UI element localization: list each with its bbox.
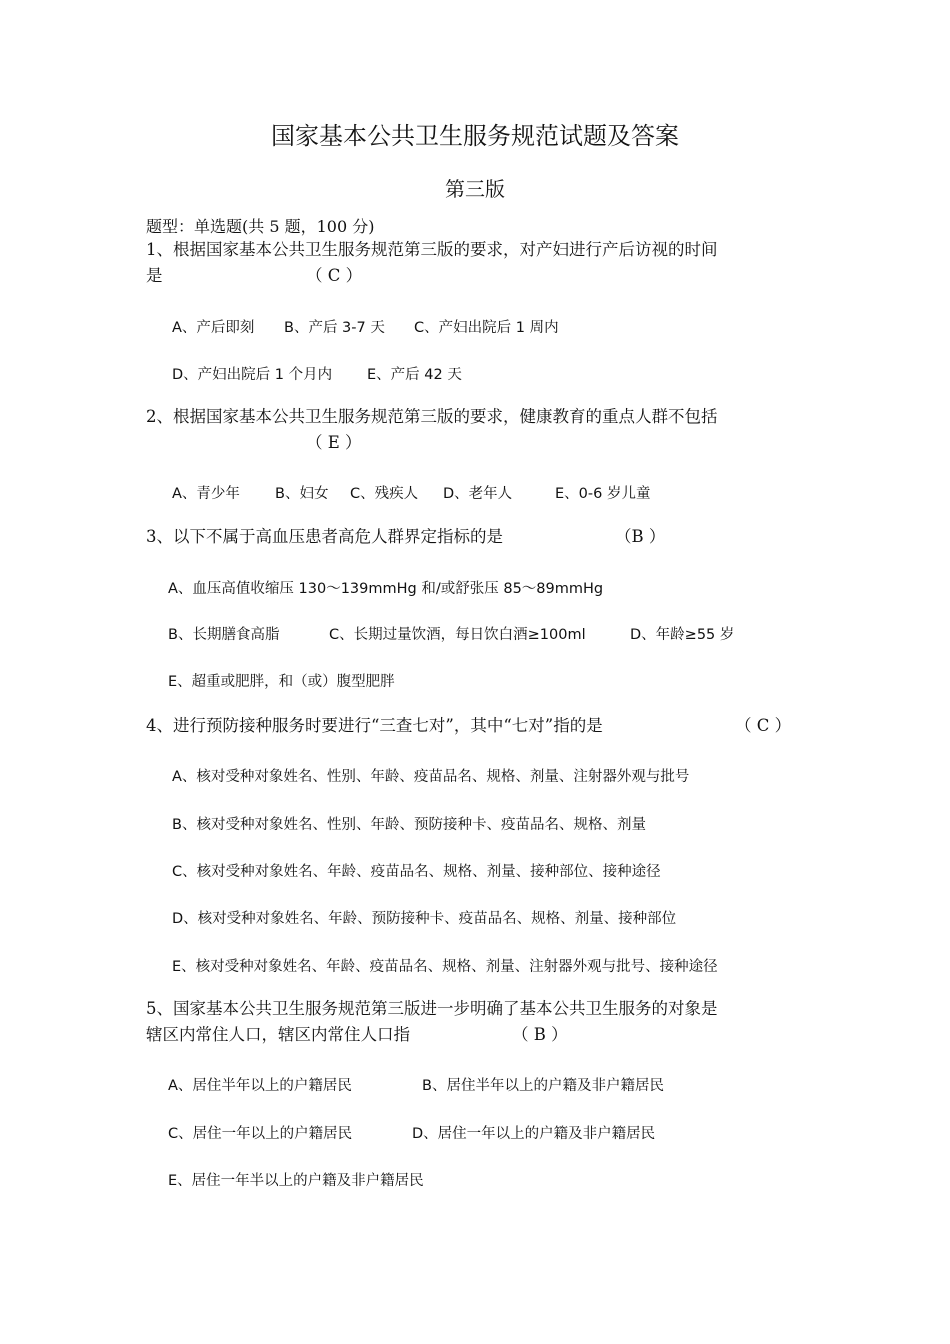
question-2-answer: （ E ） <box>306 433 362 452</box>
question-1-option-e: E、产后 42 天 <box>367 367 462 383</box>
question-3-option-d: D、年龄≥55 岁 <box>630 627 735 643</box>
question-type-label: 题型：单选题(共 5 题，100 分) <box>146 217 375 236</box>
question-5-line-2: 辖区内常住人口，辖区内常住人口指 <box>146 1025 410 1044</box>
question-5-option-c: C、居住一年以上的户籍居民 <box>168 1126 353 1142</box>
question-5-option-d: D、居住一年以上的户籍及非户籍居民 <box>412 1126 656 1142</box>
document-title: 国家基本公共卫生服务规范试题及答案 <box>271 122 679 150</box>
question-4-option-c: C、核对受种对象姓名、年龄、疫苗品名、规格、剂量、接种部位、接种途径 <box>172 864 661 880</box>
question-4-option-a: A、核对受种对象姓名、性别、年龄、疫苗品名、规格、剂量、注射器外观与批号 <box>172 769 690 785</box>
question-5-line-1: 5、国家基本公共卫生服务规范第三版进一步明确了基本公共卫生服务的对象是 <box>146 999 718 1018</box>
question-2-line-1: 2、根据国家基本公共卫生服务规范第三版的要求，健康教育的重点人群不包括 <box>146 407 718 426</box>
question-4-option-b: B、核对受种对象姓名、性别、年龄、预防接种卡、疫苗品名、规格、剂量 <box>172 817 646 833</box>
question-5-answer: （ B ） <box>512 1025 568 1044</box>
question-3-line-1: 3、以下不属于高血压患者高危人群界定指标的是 <box>146 527 503 546</box>
question-4-option-e: E、核对受种对象姓名、年龄、疫苗品名、规格、剂量、注射器外观与批号、接种途径 <box>172 959 718 975</box>
question-1-option-b: B、产后 3-7 天 <box>284 320 385 336</box>
question-3-option-b: B、长期膳食高脂 <box>168 627 280 643</box>
question-4-option-d: D、核对受种对象姓名、年龄、预防接种卡、疫苗品名、规格、剂量、接种部位 <box>172 911 677 927</box>
question-3-option-c: C、长期过量饮酒，每日饮白酒≥100ml <box>329 627 586 643</box>
question-1-line-1: 1、根据国家基本公共卫生服务规范第三版的要求，对产妇进行产后访视的时间 <box>146 240 718 259</box>
question-1-option-c: C、产妇出院后 1 周内 <box>414 320 559 336</box>
question-1-option-d: D、产妇出院后 1 个月内 <box>172 367 333 383</box>
question-4-line-1: 4、进行预防接种服务时要进行“三查七对”，其中“七对”指的是 <box>146 716 603 735</box>
question-1-option-a: A、产后即刻 <box>172 320 255 336</box>
question-2-option-a: A、青少年 <box>172 486 240 502</box>
question-4-answer: （ C ） <box>735 716 792 735</box>
document-subtitle: 第三版 <box>445 177 505 201</box>
question-3-option-a: A、血压高值收缩压 130～139mmHg 和/或舒张压 85～89mmHg <box>168 581 604 597</box>
question-2-option-c: C、残疾人 <box>350 486 419 502</box>
question-1-answer: （ C ） <box>306 266 363 285</box>
question-2-option-e: E、0-6 岁儿童 <box>555 486 651 502</box>
question-2-option-b: B、妇女 <box>275 486 329 502</box>
question-5-option-b: B、居住半年以上的户籍及非户籍居民 <box>422 1078 664 1094</box>
question-5-option-e: E、居住一年半以上的户籍及非户籍居民 <box>168 1173 424 1189</box>
question-3-answer: （B ） <box>615 527 666 546</box>
question-2-option-d: D、老年人 <box>443 486 513 502</box>
question-3-option-e: E、超重或肥胖，和（或）腹型肥胖 <box>168 674 395 690</box>
question-5-option-a: A、居住半年以上的户籍居民 <box>168 1078 352 1094</box>
question-1-line-2: 是 <box>146 266 163 285</box>
